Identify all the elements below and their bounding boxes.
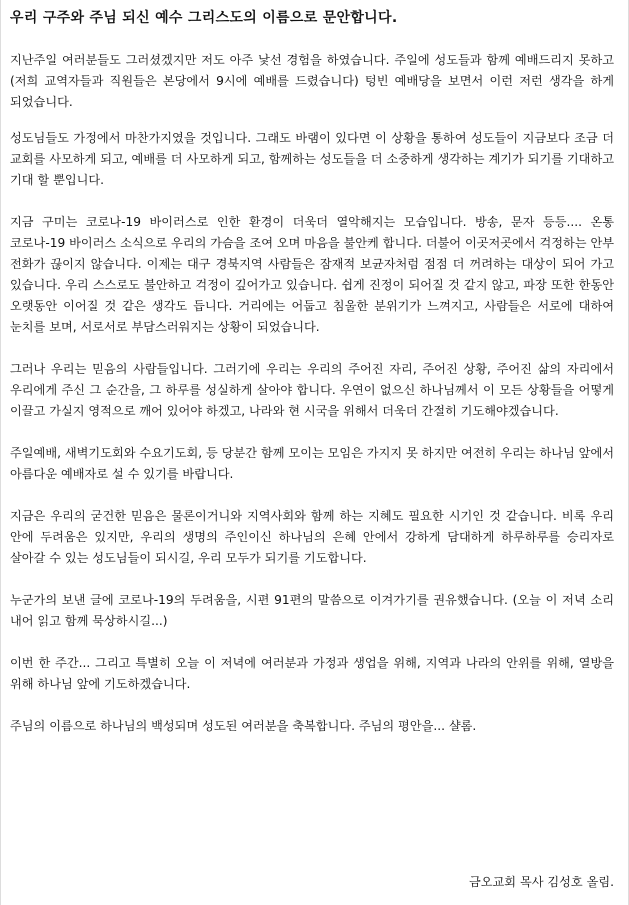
paragraph-3: 지금 구미는 코로나-19 바이러스로 인한 환경이 더욱더 열악해지는 모습입니다. 방송, 문자 등등.... 온통 코로나-19 바이러스 소식으로 우리의 가슴을 조여 오며 마음을 불안케 합니다. 더불어 이곳저곳에서 걱정하는 안부 전화가 끊이지 않습니다. 이제는 대구 경북지역 사람들은 잠재적 보균자처럼 점점 더 꺼려하는 대상이 되어 가고 있습니다. 우리 스스로도 불안하고 걱정이 깊어가고 있습니다. 쉽게 진정이 되어질 것 같지 않고, 파장 또한 한동안 오랫동안 이어질 것 같은 생각도 듭니다. 거리에는 어둡고 침울한 분위기가 느껴지고, 사람들은 서로에 대하여 눈치를 보며, 서로서로 부담스러워지는 상황이 되었습니다.: [10, 215, 614, 334]
paragraph-8: 이번 한 주간... 그리고 특별히 오늘 이 저녁에 여러분과 가정과 생업을 위해, 지역과 나라의 안위를 위해, 열방을 위해 하나님 앞에 기도하겠습니다.: [10, 656, 614, 691]
signature: 금오교회 목사 김성호 올림.: [468, 875, 614, 889]
paragraph-5: 주일예배, 새벽기도회와 수요기도회, 등 당분간 함께 모이는 모임은 가지지 못 하지만 여전히 우리는 하나님 앞에서 아름다운 예배자로 설 수 있기를 바랍니다.: [10, 446, 614, 481]
paragraph-2: 성도님들도 가정에서 마찬가지였을 것입니다. 그래도 바램이 있다면 이 상황을 통하여 성도들이 지금보다 조금 더 교회를 사모하게 되고, 예배를 더 사모하게 되고, 함께하는 성도들을 더 소중하게 생각하는 계기가 되기를 기대하고 기대 할 뿐입니다.: [10, 131, 614, 187]
document-title: 우리 구주와 주님 되신 예수 그리스도의 이름으로 문안합니다.: [10, 10, 398, 26]
paragraph-1: 지난주일 여러분들도 그러셨겠지만 저도 아주 낯선 경험을 하였습니다. 주일에 성도들과 함께 예배드리지 못하고(저희 교역자들과 직원들은 본당에서 9시에 예배를 드렸습니다) 텅빈 예배당을 보면서 이런 저런 생각을 하게 되었습니다.: [10, 53, 614, 109]
paragraph-6: 지금은 우리의 굳건한 믿음은 물론이거니와 지역사회와 함께 하는 지혜도 필요한 시기인 것 같습니다. 비록 우리 안에 두려움은 있지만, 우리의 생명의 주인이신 하나님의 은혜 안에서 강하게 담대하게 하루하루를 승리자로 살아갈 수 있는 성도님들이 되시길, 우리 모두가 되기를 기도합니다.: [10, 509, 614, 565]
paragraph-7: 누군가의 보낸 글에 코로나-19의 두려움을, 시편 91편의 말씀으로 이겨가기를 권유했습니다. (오늘 이 저녁 소리 내어 읽고 함께 묵상하시길...): [10, 593, 614, 628]
paragraph-9: 주님의 이름으로 하나님의 백성되며 성도된 여러분을 축복합니다. 주님의 평안을... 샬롬.: [10, 719, 477, 733]
paragraph-4: 그러나 우리는 믿음의 사람들입니다. 그러기에 우리는 우리의 주어진 자리, 주어진 상황, 주어진 삶의 자리에서 우리에게 주신 그 순간을, 그 하루를 성실하게 살아야 합니다. 우연이 없으신 하나님께서 이 모든 상황들을 어떻게 이끌고 가실지 영적으로 깨어 있어야 하겠고, 나라와 현 시국을 위해서 더욱더 간절히 기도해야겠습니다.: [10, 362, 614, 418]
